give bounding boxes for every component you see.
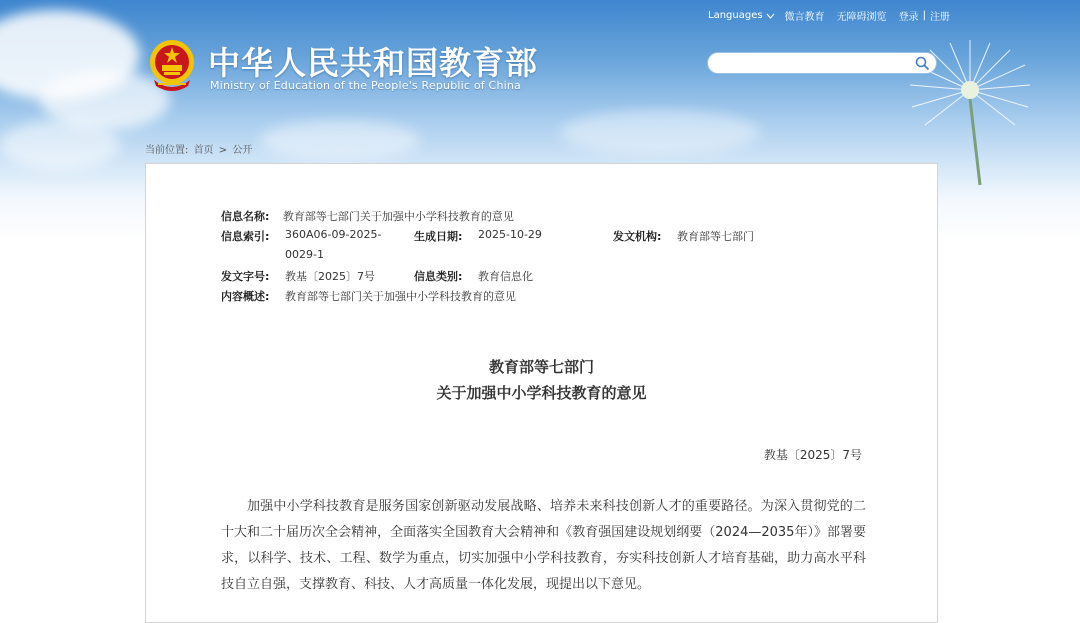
register-link[interactable]: 注册: [929, 12, 950, 23]
meta-name-value: 教育部等七部门关于加强中小学科技教育的意见: [282, 210, 514, 223]
cloud-decoration: [560, 110, 760, 155]
document-number: 教基〔2025〕7号: [763, 448, 862, 462]
search-input[interactable]: [718, 56, 912, 72]
meta-docno-value: 教基〔2025〕7号: [285, 270, 375, 283]
search-icon[interactable]: [915, 56, 930, 71]
chevron-down-icon[interactable]: [766, 13, 775, 19]
breadcrumb-arrow: >: [218, 145, 228, 156]
document-title-line1: 教育部等七部门: [488, 358, 594, 376]
accessibility-link[interactable]: 无障碍浏览: [836, 12, 887, 23]
meta-org-label: 发文机构:: [613, 230, 662, 243]
breadcrumb-label: 当前位置:: [145, 145, 189, 156]
languages-link[interactable]: Languages: [708, 10, 763, 21]
meta-name-label: 信息名称:: [221, 210, 270, 223]
site-title[interactable]: 中华人民共和国教育部: [208, 44, 539, 82]
meta-index-label: 信息索引:: [221, 230, 270, 243]
search-box[interactable]: [707, 52, 937, 74]
meta-summary-value: 教育部等七部门关于加强中小学科技教育的意见: [285, 290, 516, 303]
breadcrumb-home-link[interactable]: 首页: [193, 145, 214, 156]
meta-index-label-wrap: [221, 228, 269, 244]
top-navigation: [708, 8, 950, 23]
meta-row-name: [221, 208, 514, 224]
document-paragraph: 加强中小学科技教育是服务国家创新驱动发展战略、培养未来科技创新人才的重要路径。为深入贯彻党的二十大和二十届历次全会精神，全面落实全国教育大会精神和《教育强国建设规划纲要（2024—2035年）》部署要求，以科学、技术、工程、数学为重点，切实加强中小学科技教育，夯实科技创新人才培育基础，助力高水平科技自立自强，支撑教育、科技、人才高质量一体化发展，现提出以下意见。: [221, 499, 866, 592]
meta-summary-label: 内容概述:: [221, 290, 270, 303]
login-link[interactable]: 登录: [898, 12, 919, 23]
meta-category-label: 信息类别:: [414, 270, 463, 283]
breadcrumb: [145, 141, 254, 156]
nav-separator: |: [922, 10, 926, 21]
national-emblem-icon: [148, 38, 196, 92]
cloud-decoration: [0, 120, 120, 170]
meta-date-label: 生成日期:: [414, 230, 463, 243]
meta-docno-label: 发文字号:: [221, 270, 270, 283]
breadcrumb-current[interactable]: 公开: [232, 145, 253, 156]
meta-date-value: 2025-10-29: [478, 228, 542, 241]
site-subtitle: Ministry of Education of the People's Republic of China: [210, 79, 521, 92]
meta-index-value-1: 360A06-09-2025-: [285, 228, 382, 241]
document-title-line2: 关于加强中小学科技教育的意见: [436, 384, 647, 402]
cloud-decoration: [260, 120, 420, 160]
meta-category-value: 教育信息化: [478, 270, 533, 283]
meta-index-value-2: 0029-1: [285, 248, 324, 261]
meta-org-value: 教育部等七部门: [677, 230, 754, 243]
weiyan-link[interactable]: 微言教育: [784, 12, 825, 23]
